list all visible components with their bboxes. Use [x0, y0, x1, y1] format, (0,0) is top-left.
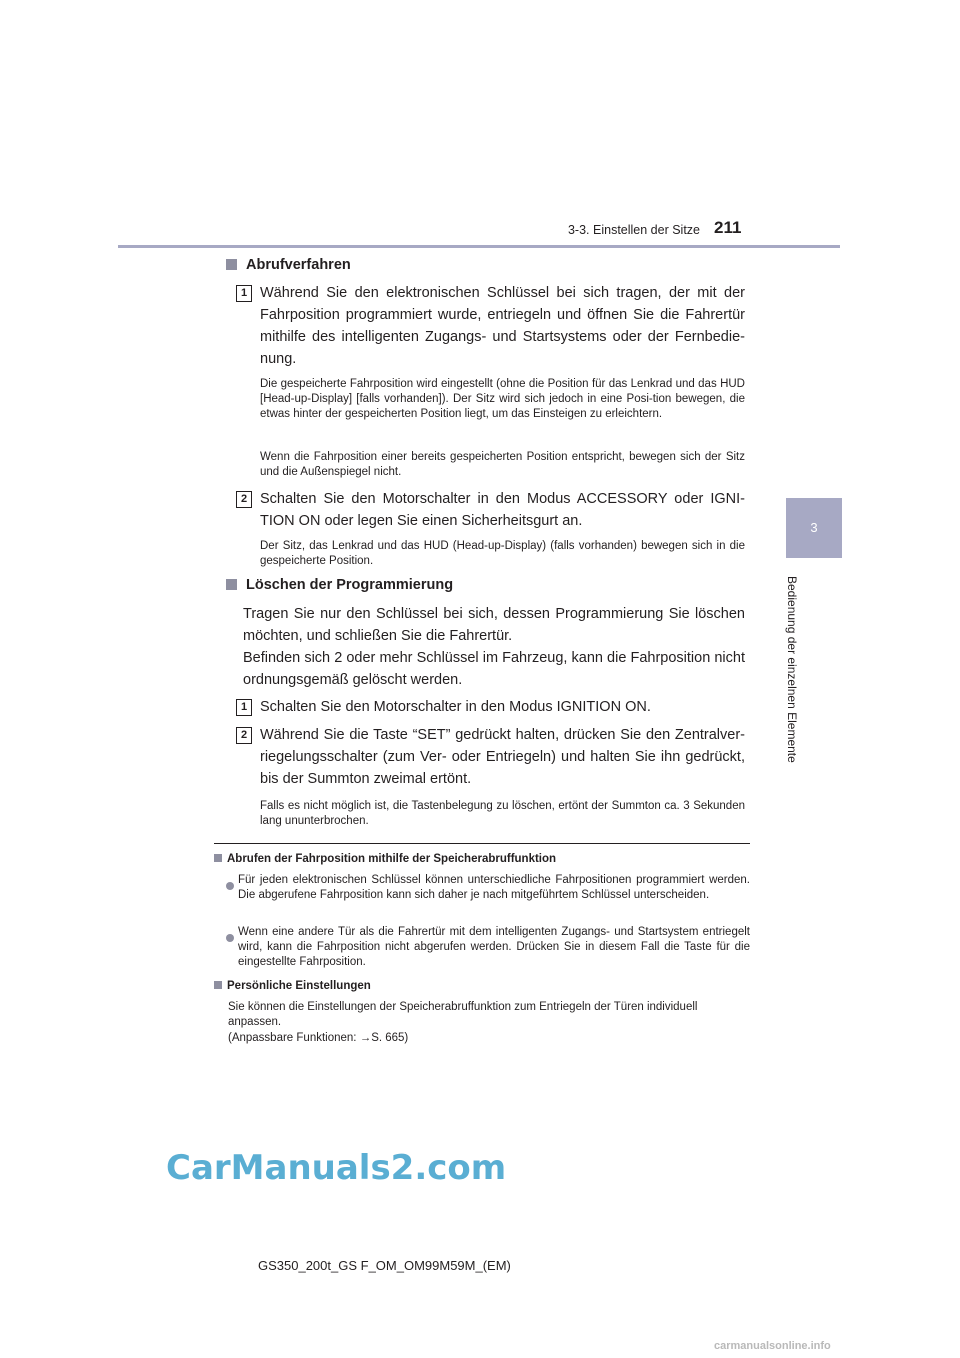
info-bullet: Wenn eine andere Tür als die Fahrertür mit dem intelligenten Zugangs- und Startsystem entriegelt wird, kann die Fahrposition nicht abgerufen werden. Drücken Sie in diesem Fall die Taste für die eingestellte Fahrposition.: [238, 926, 750, 968]
step-number-box: 2: [236, 727, 252, 744]
info-bullet: Für jeden elektronischen Schlüssel können unterschiedliche Fahrpositionen programmiert werden. Die abgerufene Fahrposition kann sich daher je nach mitgeführtem Schlüssel unterscheiden.: [238, 874, 750, 901]
step-note: Falls es nicht möglich ist, die Tastenbelegung zu löschen, ertönt der Summton ca. 3 Sekunden lang ununterbrochen.: [260, 800, 745, 827]
section-heading: [226, 577, 453, 593]
source-mark: carmanualsonline.info: [714, 1340, 831, 1352]
section-divider: [214, 843, 750, 844]
page-number: 211: [714, 218, 742, 237]
square-bullet-icon: [226, 579, 237, 590]
square-bullet-icon: [226, 259, 237, 270]
info-heading-text: Abrufen der Fahrposition mithilfe der Speicherabruffunktion: [227, 853, 557, 865]
step-text: Während Sie den elektronischen Schlüssel bei sich tragen, der mit der Fahrposition programmiert wurde, entriegeln und öffnen Sie die Fahrertür mithilfe des intelligenten Zugangs- und Startsystems oder der Fernbedie-nung.: [260, 285, 745, 367]
chapter-number: 3: [810, 520, 818, 535]
section-heading: [226, 257, 351, 273]
step-number-box: 1: [236, 285, 252, 302]
step-text: Schalten Sie den Motorschalter in den Modus ACCESSORY oder IGNI-TION ON oder legen Sie einen Sicherheitsgurt an.: [260, 491, 745, 529]
section-heading-text: Abrufverfahren: [246, 257, 351, 273]
step-number-box: 1: [236, 699, 252, 716]
square-bullet-icon: [214, 854, 222, 862]
info-heading: [214, 853, 556, 865]
step-text: Schalten Sie den Motorschalter in den Modus IGNITION ON.: [260, 699, 651, 715]
step-note: Die gespeicherte Fahrposition wird eingestellt (ohne die Position für das Lenkrad und das HUD [Head-up-Display] [falls vorhanden]). Der Sitz wird sich jedoch in eine Posi-tion bewegen, die etwas hinter der gespeicherten Position liegt, um das Einsteigen zu erleichtern.: [260, 378, 745, 420]
header-rule: [118, 245, 840, 248]
bullet-dot-icon: [226, 929, 234, 947]
chapter-title: Bedienung der einzelnen Elemente: [785, 576, 799, 763]
step-number-box: 2: [236, 491, 252, 508]
step-note: Der Sitz, das Lenkrad und das HUD (Head-up-Display) (falls vorhanden) bewegen sich in die gespeicherte Position.: [260, 540, 745, 567]
square-bullet-icon: [214, 981, 222, 989]
step-text: Während Sie die Taste “SET” gedrückt halten, drücken Sie den Zentralver-riegelungsschalter (zum Ver- oder Entriegeln) und halten Sie ihn gedrückt, bis der Summton zweimal ertönt.: [260, 727, 745, 787]
info-heading-text: Persönliche Einstellungen: [227, 980, 371, 992]
section-heading-text: Löschen der Programmierung: [246, 577, 454, 593]
document-footer: GS350_200t_GS F_OM_OM99M59M_(EM): [258, 1258, 511, 1273]
info-paragraph: Sie können die Einstellungen der Speicherabruffunktion zum Entriegeln der Türen individuell anpassen.: [228, 1001, 698, 1028]
info-heading: [214, 980, 371, 992]
info-paragraph: (Anpassbare Funktionen: →S. 665): [228, 1032, 409, 1044]
bullet-dot-icon: [226, 877, 234, 895]
step-note: Wenn die Fahrposition einer bereits gespeicherten Position entspricht, bewegen sich der Sitz und die Außenspiegel nicht.: [260, 451, 745, 478]
section-intro: Befinden sich 2 oder mehr Schlüssel im Fahrzeug, kann die Fahrposition nicht ordnungsgemäß gelöscht werden.: [243, 650, 745, 688]
watermark-logo: CarManuals2.com: [166, 1148, 507, 1188]
running-header-section: 3-3. Einstellen der Sitze: [567, 223, 700, 237]
section-intro: Tragen Sie nur den Schlüssel bei sich, dessen Programmierung Sie löschen möchten, und schließen Sie die Fahrertür.: [243, 606, 745, 644]
